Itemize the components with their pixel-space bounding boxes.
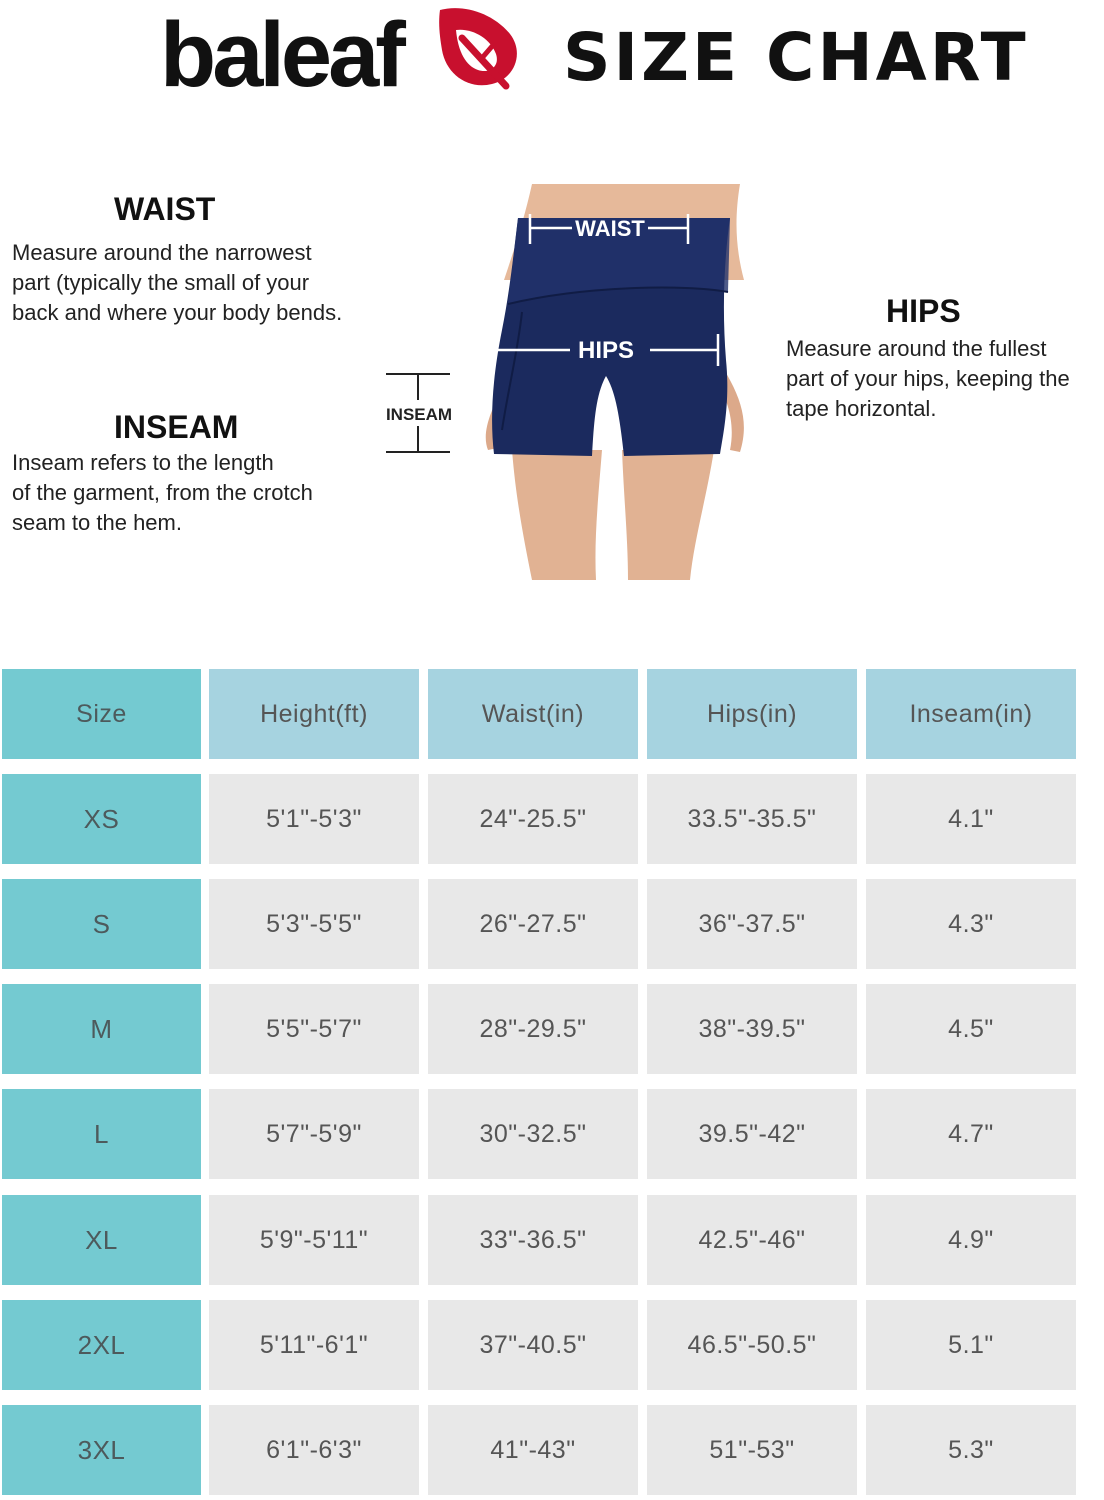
table-cell: 4.1" [866, 774, 1076, 864]
table-cell: 41"-43" [428, 1405, 638, 1495]
table-cell: 6'1"-6'3" [209, 1405, 419, 1495]
column-header-size: Size [2, 669, 201, 759]
table-cell: 4.9" [866, 1195, 1076, 1285]
table-cell: 4.3" [866, 879, 1076, 969]
table-cell: 5'11"-6'1" [209, 1300, 419, 1390]
size-cell-l: L [2, 1089, 201, 1179]
page-title: SIZE CHART [563, 19, 1029, 96]
column-header-height: Height(ft) [209, 669, 419, 759]
table-cell: 5'1"-5'3" [209, 774, 419, 864]
inseam-title: INSEAM [114, 409, 239, 445]
table-cell: 36"-37.5" [647, 879, 857, 969]
table-cell: 30"-32.5" [428, 1089, 638, 1179]
column-header-waist: Waist(in) [428, 669, 638, 759]
inseam-figure-label: INSEAM [385, 405, 453, 424]
table-cell: 26"-27.5" [428, 879, 638, 969]
waist-title: WAIST [114, 191, 216, 227]
size-cell-xs: XS [2, 774, 201, 864]
table-cell: 38"-39.5" [647, 984, 857, 1074]
table-cell: 42.5"-46" [647, 1195, 857, 1285]
table-cell: 37"-40.5" [428, 1300, 638, 1390]
table-cell: 33"-36.5" [428, 1195, 638, 1285]
size-cell-3xl: 3XL [2, 1405, 201, 1495]
table-cell: 51"-53" [647, 1405, 857, 1495]
table-cell: 5.3" [866, 1405, 1076, 1495]
table-cell: 28"-29.5" [428, 984, 638, 1074]
hips-figure-label: HIPS [577, 337, 635, 364]
table-cell: 24"-25.5" [428, 774, 638, 864]
brand-wordmark: baleaf [160, 4, 402, 106]
table-cell: 33.5"-35.5" [647, 774, 857, 864]
size-cell-xl: XL [2, 1195, 201, 1285]
hips-title: HIPS [886, 293, 961, 329]
column-header-inseam: Inseam(in) [866, 669, 1076, 759]
size-cell-m: M [2, 984, 201, 1074]
table-cell: 4.7" [866, 1089, 1076, 1179]
inseam-description: Inseam refers to the length of the garment, from the crotch seam to the hem. [12, 450, 313, 535]
table-cell: 5'7"-5'9" [209, 1089, 419, 1179]
table-cell: 39.5"-42" [647, 1089, 857, 1179]
table-cell: 5'9"-5'11" [209, 1195, 419, 1285]
waist-description: Measure around the narrowest part (typically the small of your back and where your body bends. [12, 240, 343, 325]
column-header-hips: Hips(in) [647, 669, 857, 759]
table-cell: 4.5" [866, 984, 1076, 1074]
size-cell-2xl: 2XL [2, 1300, 201, 1390]
size-cell-s: S [2, 879, 201, 969]
table-cell: 46.5"-50.5" [647, 1300, 857, 1390]
table-cell: 5.1" [866, 1300, 1076, 1390]
waist-figure-label: WAIST [575, 216, 645, 241]
table-cell: 5'5"-5'7" [209, 984, 419, 1074]
hips-description: Measure around the fullest part of your hips, keeping the tape horizontal. [786, 336, 1070, 421]
table-cell: 5'3"-5'5" [209, 879, 419, 969]
